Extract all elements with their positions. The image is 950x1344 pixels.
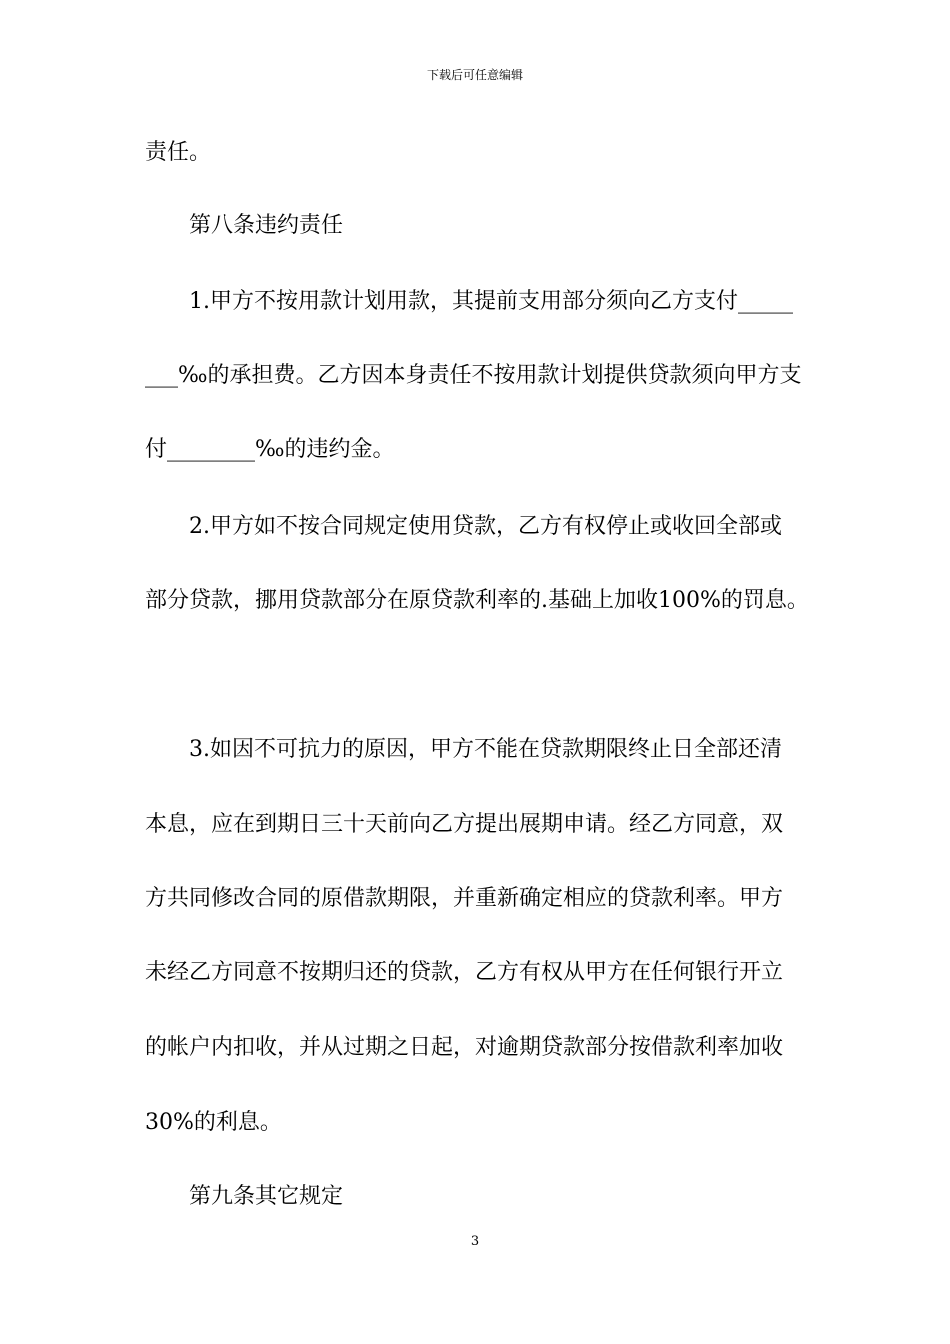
section-heading-article-9: 第九条其它规定 [189,1184,344,1209]
text-line: 付________‰的违约金。 [145,437,395,462]
text-line: 本息，应在到期日三十天前向乙方提出展期申请。经乙方同意，双 [145,812,784,837]
text-line: 2.甲方如不按合同规定使用贷款，乙方有权停止或收回全部或 [189,514,782,539]
page-number: 3 [470,1234,480,1249]
text-line: 的帐户内扣收，并从过期之日起，对逾期贷款部分按借款利率加收 [145,1035,784,1060]
text-line: 未经乙方同意不按期归还的贷款，乙方有权从甲方在任何银行开立 [145,960,784,985]
section-heading-article-8: 第八条违约责任 [189,213,344,238]
text-line: 1.甲方不按用款计划用款，其提前支用部分须向乙方支付_____ [189,289,793,314]
text-line: 方共同修改合同的原借款期限，并重新确定相应的贷款利率。甲方 [145,886,784,911]
text-line: 3.如因不可抗力的原因，甲方不能在贷款期限终止日全部还清 [189,737,782,762]
page-header: 下载后可任意编辑 [426,68,523,82]
text-line: 部分贷款，挪用贷款部分在原贷款利率的.基础上加收100%的罚息。 [145,588,809,613]
text-line: ___‰的承担费。乙方因本身责任不按用款计划提供贷款须向甲方支 [145,363,802,388]
text-line: 责任。 [145,140,212,165]
text-line: 30%的利息。 [145,1110,282,1135]
